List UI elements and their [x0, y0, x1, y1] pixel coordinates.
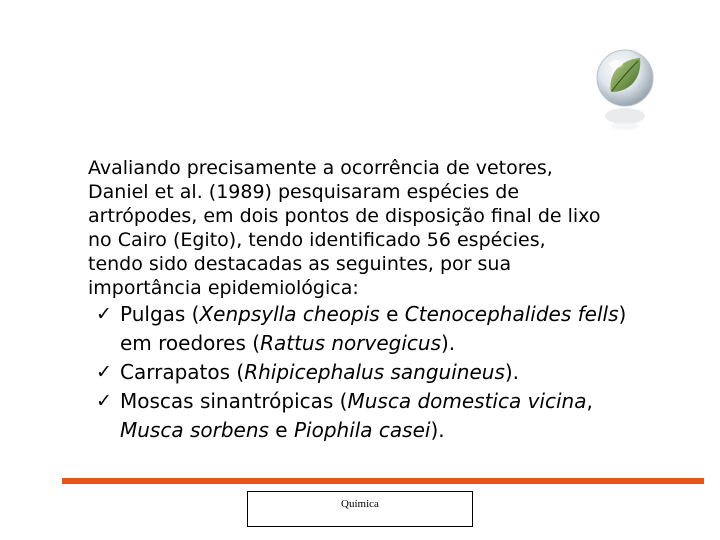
- checkmark-icon: ✓: [96, 390, 112, 412]
- list-item-ticks: [88, 358, 688, 387]
- bullet-line: em roedores (Rattus norvegicus).: [120, 331, 456, 355]
- bullet-line: Musca sorbens e Piophila casei).: [120, 418, 445, 442]
- list-item-flies: [88, 387, 688, 445]
- footer-label: Química: [341, 498, 379, 510]
- intro-line: artrópodes, em dois pontos de disposição final de lixo: [88, 205, 601, 227]
- slide-body: [88, 156, 688, 445]
- bullet-line: Carrapatos (Rhipicephalus sanguineus).: [120, 360, 520, 384]
- intro-line: importância epidemiológica:: [88, 277, 359, 299]
- bullet-line: Pulgas (Xenpsylla cheopis e Ctenocephalides fells): [120, 302, 627, 326]
- intro-line: no Cairo (Egito), tendo identificado 56 espécies,: [88, 229, 546, 251]
- intro-paragraph: [88, 156, 688, 300]
- intro-line: Daniel et al. (1989) pesquisaram espécies de: [88, 181, 520, 203]
- leaf-globe-logo: [594, 46, 656, 132]
- bullet-line: Moscas sinantrópicas (Musca domestica vicina,: [120, 389, 593, 413]
- footer-label-box: [247, 491, 473, 527]
- checkmark-icon: ✓: [96, 361, 112, 383]
- intro-line: tendo sido destacadas as seguintes, por sua: [88, 253, 512, 275]
- list-item-fleas: [88, 300, 688, 358]
- intro-line: Avaliando precisamente a ocorrência de vetores,: [88, 157, 553, 179]
- checkmark-icon: ✓: [96, 303, 112, 325]
- species-list: [88, 300, 688, 445]
- orange-divider: [62, 478, 704, 484]
